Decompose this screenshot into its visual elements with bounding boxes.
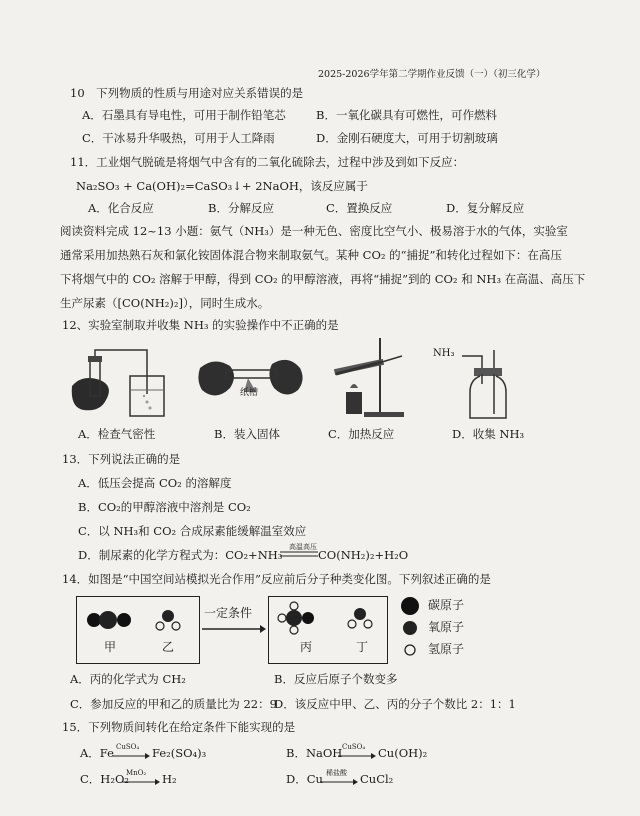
q10-option-a: A．石墨具有导电性，可用于制作铅笔芯 — [82, 108, 286, 122]
q15-stem: 15．下列物质间转化在给定条件下能实现的是 — [62, 720, 296, 734]
label-bing: 丙 — [300, 640, 313, 654]
label-jia: 甲 — [104, 640, 117, 654]
q11-option-a: A．化合反应 — [88, 201, 154, 215]
atom-legend-icons — [398, 596, 422, 662]
q15-a-right: Fe₂(SO₄)₃ — [152, 746, 207, 760]
apparatus-c-figure — [324, 334, 414, 420]
reading-line-1: 阅读资料完成 12~13 小题：氨气（NH₃）是一种无色、密度比空气小、极易溶于水的气体，实验室 — [60, 224, 568, 238]
q15-b-condition: CuSO₄ — [342, 743, 366, 751]
q13-option-b: B．CO₂的甲醇溶液中溶剂是 CO₂ — [78, 500, 251, 514]
q15-d-arrow — [320, 778, 360, 786]
q11-equation: Na₂SO₃ + Ca(OH)₂=CaSO₃↓+ 2NaOH，该反应属于 — [76, 179, 368, 193]
q15-c-arrow — [122, 778, 162, 786]
legend-carbon: 碳原子 — [428, 598, 465, 612]
q10-option-b: B．一氧化碳具有可燃性，可作燃料 — [316, 108, 497, 122]
q13-option-d-suffix: CO(NH₂)₂+H₂O — [318, 548, 409, 562]
q15-d-right: CuCl₂ — [360, 772, 394, 786]
q14-option-d: D．该反应中甲、乙、丙的分子个数比 2：1：1 — [274, 697, 516, 711]
legend-oxygen: 氧原子 — [428, 620, 465, 634]
q13-condition-label: 高温高压 — [289, 543, 317, 551]
q13-option-d-prefix: D．制尿素的化学方程式为：CO₂+NH₃ — [78, 548, 283, 562]
q12-option-a: A．检查气密性 — [78, 427, 156, 441]
q14-stem: 14．如图是“中国空间站模拟光合作用”反应前后分子种类变化图。下列叙述正确的是 — [62, 572, 491, 586]
q12-stem: 12、实验室制取并收集 NH₃ 的实验操作中不正确的是 — [62, 318, 339, 332]
q15-c-condition: MnO₂ — [126, 769, 147, 777]
q13-option-a: A．低压会提高 CO₂ 的溶解度 — [78, 476, 232, 490]
reading-line-4: 生产尿素（[CO(NH₂)₂]），同时生成水。 — [60, 296, 270, 310]
q15-c-right: H₂ — [162, 772, 177, 786]
reading-line-3: 下将烟气中的 CO₂ 溶解于甲醇，得到 CO₂ 的甲醇溶液，再将“捕捉”到的 CO₂ 和 NH₃ 在高温、高压下 — [60, 272, 586, 286]
q15-a-arrow — [112, 752, 152, 760]
apparatus-d-figure — [450, 350, 530, 422]
q13-option-c: C．以 NH₃和 CO₂ 合成尿素能缓解温室效应 — [78, 524, 307, 538]
q11-option-c: C．置换反应 — [326, 201, 393, 215]
q14-option-a: A．丙的化学式为 CH₂ — [70, 672, 186, 686]
page-header: 2025-2026学年第二学期作业反馈（一）（初三化学） — [318, 69, 546, 80]
q15-b-right: Cu(OH)₂ — [378, 746, 428, 760]
q12-option-c: C．加热反应 — [328, 427, 395, 441]
q15-c-left: C．H₂O₂ — [80, 772, 129, 786]
q15-a-left: A．Fe — [80, 746, 114, 760]
paper-trough-label: 纸槽 — [240, 388, 259, 398]
reading-line-2: 通常采用加热熟石灰和氯化铵固体混合物来制取氨气。某种 CO₂ 的“捕捉”和转化过程如下：在高压 — [60, 248, 562, 262]
label-ding: 丁 — [356, 640, 369, 654]
reaction-condition: 一定条件 — [204, 606, 253, 620]
q12-option-b: B．装入固体 — [214, 427, 280, 441]
q13-equals-sign — [280, 551, 320, 559]
q15-b-arrow — [338, 752, 378, 760]
q15-d-condition: 稀盐酸 — [326, 769, 347, 777]
label-yi: 乙 — [162, 640, 175, 654]
q13-stem: 13．下列说法正确的是 — [62, 452, 181, 466]
q15-d-left: D．Cu — [286, 772, 323, 786]
q14-option-c: C．参加反应的甲和乙的质量比为 22：9 — [70, 697, 277, 711]
q15-b-left: B．NaOH — [286, 746, 343, 760]
q10-option-c: C．干冰易升华吸热，可用于人工降雨 — [82, 131, 275, 145]
q11-stem: 11．工业烟气脱硫是将烟气中含有的二氧化硫除去，过程中涉及到如下反应： — [70, 155, 465, 169]
q15-a-condition: CuSO₄ — [116, 743, 140, 751]
legend-hydrogen: 氢原子 — [428, 642, 465, 656]
q12-option-d: D．收集 NH₃ — [452, 427, 525, 441]
q11-option-b: B．分解反应 — [208, 201, 274, 215]
q11-option-d: D．复分解反应 — [446, 201, 525, 215]
reactant-molecules — [80, 600, 198, 640]
q10-option-d: D．金刚石硬度大，可用于切割玻璃 — [316, 131, 498, 145]
q10-stem: 10 下列物质的性质与用途对应关系错误的是 — [70, 86, 304, 100]
nh3-gas-label: NH₃ — [433, 348, 455, 359]
reaction-arrow — [202, 624, 268, 634]
product-molecules — [272, 598, 386, 638]
apparatus-a-figure — [62, 346, 172, 426]
apparatus-b-figure — [196, 348, 306, 414]
q14-option-b: B．反应后原子个数变多 — [274, 672, 398, 686]
